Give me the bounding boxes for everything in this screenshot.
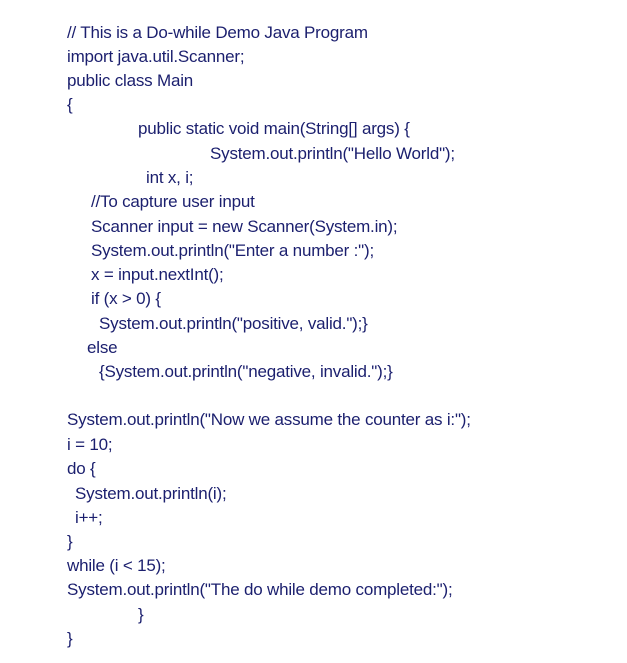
code-line-15: {System.out.println("negative, invalid.");} xyxy=(99,362,393,381)
code-line-7: int x, i; xyxy=(146,168,194,187)
code-line-25: } xyxy=(67,629,73,648)
code-line-3: public class Main xyxy=(67,71,194,90)
code-line-2: import java.util.Scanner; xyxy=(67,47,245,66)
code-line-14: else xyxy=(87,338,118,357)
code-line-19: System.out.println(i); xyxy=(75,484,227,503)
code-line-18: do { xyxy=(67,459,96,478)
code-line-8: //To capture user input xyxy=(91,192,255,211)
code-line-11: x = input.nextInt(); xyxy=(91,265,224,284)
code-line-24: } xyxy=(138,605,144,624)
code-line-17: i = 10; xyxy=(67,435,113,454)
code-line-13: System.out.println("positive, valid.");} xyxy=(99,314,368,333)
code-line-23: System.out.println("The do while demo completed:"); xyxy=(67,580,453,599)
code-line-10: System.out.println("Enter a number :"); xyxy=(91,241,374,260)
code-line-16: System.out.println("Now we assume the counter as i:"); xyxy=(67,410,471,429)
code-line-12: if (x > 0) { xyxy=(91,289,161,308)
code-line-6: System.out.println("Hello World"); xyxy=(210,144,455,163)
code-line-5: public static void main(String[] args) { xyxy=(138,119,410,138)
code-line-1: // This is a Do-while Demo Java Program xyxy=(67,23,368,42)
code-line-20: i++; xyxy=(75,508,103,527)
code-line-22: while (i < 15); xyxy=(67,556,166,575)
code-line-9: Scanner input = new Scanner(System.in); xyxy=(91,217,398,236)
code-line-4: { xyxy=(67,95,73,114)
code-line-21: } xyxy=(67,532,73,551)
